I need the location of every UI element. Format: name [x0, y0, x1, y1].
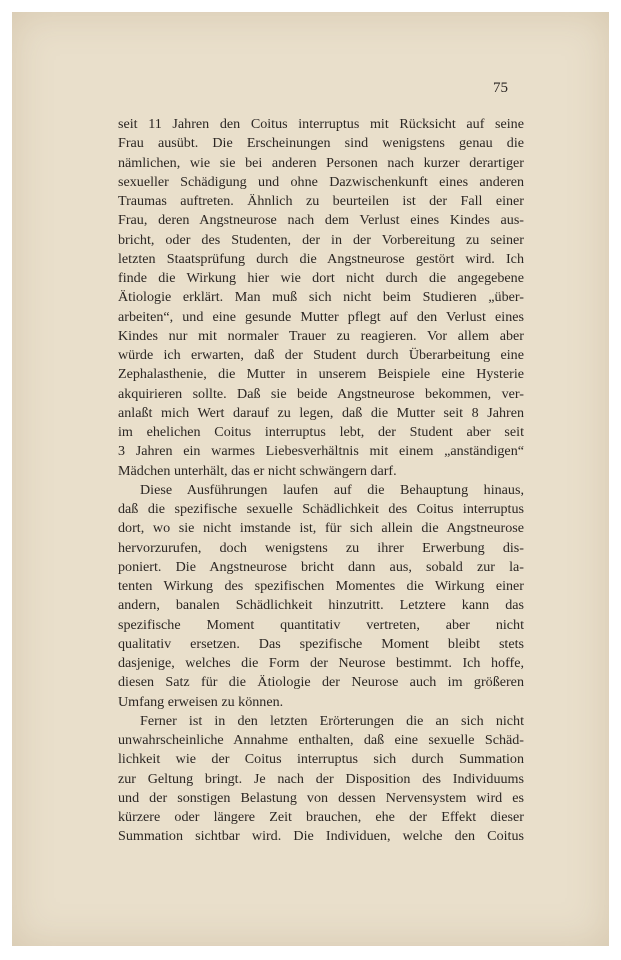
text-line: nämlichen, wie sie bei anderen Personen nach kurzer derartiger [118, 154, 524, 171]
text-line: seit 11 Jahren den Coitus interruptus mit Rücksicht auf seine [118, 116, 524, 132]
book-page [12, 12, 609, 946]
text-line: Frau, deren Angstneurose nach dem Verlust eines Kindes aus- [118, 212, 524, 229]
text-line: würde ich erwarten, daß der Student durch Überarbeitung eine [118, 347, 524, 363]
text-line: finde die Wirkung hier wie dort nicht durch die angegebene [118, 270, 524, 286]
text-line: im ehelichen Coitus interruptus lebt, der Student aber seit [118, 424, 524, 440]
text-line: qualitativ ersetzen. Das spezifische Moment bleibt stets [118, 635, 524, 652]
text-line: bricht, oder des Studenten, der in der Vorbereitung zu seiner [118, 231, 524, 248]
text-line: diesen Satz für die Ätiologie der Neurose auch im größeren [118, 674, 524, 691]
page-number: 75 [493, 80, 508, 96]
text-line: Zephalasthenie, die Mutter in unserem Beispiele eine Hysterie [118, 366, 524, 383]
text-line: unwahrscheinliche Annahme enthalten, daß eine sexuelle Schäd- [118, 732, 524, 748]
text-line: sexueller Schädigung und ohne Dazwischenkunft eines anderen [118, 173, 524, 190]
text-line: zur Geltung bringt. Je nach der Disposition des Individuums [118, 770, 524, 787]
text-line: Summation sichtbar wird. Die Individuen, welche den Coitus [118, 828, 524, 845]
text-line: letzten Staatsprüfung durch die Angstneurose gestört wird. Ich [118, 250, 524, 267]
text-line: Ätiologie erklärt. Man muß sich nicht beim Studieren „über- [118, 289, 524, 306]
text-line: spezifische Moment quantitativ vertreten, aber nicht [118, 616, 524, 633]
text-line: anlaßt mich Wert darauf zu legen, daß die Mutter seit 8 Jahren [118, 404, 524, 421]
text-line: andern, banalen Schädlichkeit hinzutritt. Letztere kann das [118, 597, 524, 614]
text-line: Ferner ist in den letzten Erörterungen die an sich nicht [140, 712, 524, 729]
text-line: Traumas auftreten. Ähnlich zu beurteilen ist der Fall einer [118, 193, 524, 209]
text-line: lichkeit wie der Coitus interruptus sich durch Summation [118, 751, 524, 768]
text-line: 3 Jahren ein warmes Liebesverhältnis mit einem „anständigen“ [118, 443, 524, 460]
text-line: kürzere oder längere Zeit brauchen, ehe der Effekt dieser [118, 809, 524, 825]
text-line: hervorzurufen, doch wenigstens zu ihrer Erwerbung dis- [118, 539, 524, 556]
text-line: dort, wo sie nicht imstande ist, für sich allein die Angstneurose [118, 520, 524, 537]
text-line: Mädchen unterhält, das er nicht schwängern darf. [118, 462, 397, 479]
body-text [118, 115, 524, 847]
text-line: tenten Wirkung des spezifischen Momentes die Wirkung einer [118, 578, 524, 594]
text-line: und der sonstigen Belastung von dessen Nervensystem wird es [118, 789, 524, 806]
text-line: arbeiten“, und eine gesunde Mutter pflegt auf den Verlust eines [118, 308, 524, 325]
text-line: Kindes nur mit normaler Trauer zu reagieren. Vor allem aber [118, 327, 524, 344]
text-line: poniert. Die Angstneurose bricht dann aus, sobald zur la- [118, 558, 524, 575]
text-line: Umfang erweisen zu können. [118, 693, 284, 710]
paragraph-3 [118, 712, 524, 847]
paragraph-2 [118, 481, 524, 712]
text-line: Diese Ausführungen laufen auf die Behauptung hinaus, [140, 481, 524, 498]
text-line: Frau ausübt. Die Erscheinungen sind wenigstens genau die [118, 135, 524, 152]
text-line: daß die spezifische sexuelle Schädlichkeit des Coitus interruptus [118, 501, 524, 517]
paragraph-1 [118, 115, 524, 481]
text-line: akquirieren sollte. Daß sie beide Angstneurose bekommen, ver- [118, 385, 524, 402]
text-line: dasjenige, welches die Form der Neurose bestimmt. Ich hoffe, [118, 655, 524, 671]
